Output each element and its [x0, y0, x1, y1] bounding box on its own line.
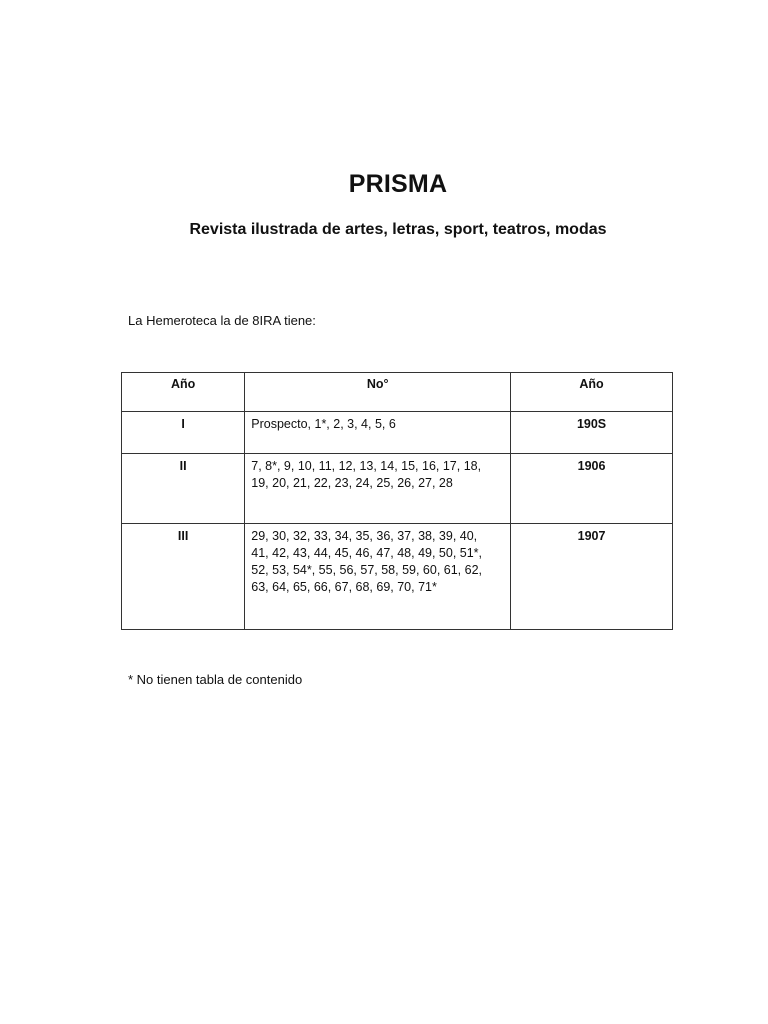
header-volume: Año [122, 373, 245, 412]
header-year: Año [511, 373, 673, 412]
page-title: PRISMA [348, 170, 448, 198]
table-row [122, 524, 673, 630]
volume-cell: I [122, 412, 245, 454]
year-cell: 1907 [511, 524, 673, 630]
numbers-cell: Prospecto, 1*, 2, 3, 4, 5, 6 [245, 412, 511, 454]
table-row [122, 412, 673, 454]
holdings-table [121, 372, 673, 630]
table-row [122, 454, 673, 524]
volume-cell: III [122, 524, 245, 630]
header-numbers: No° [245, 373, 511, 412]
intro-text: La Hemeroteca la de 8IRA tiene: [128, 313, 316, 328]
footnote: * No tienen tabla de contenido [128, 672, 303, 687]
page-subtitle: Revista ilustrada de artes, letras, sport, teatros, modas [189, 221, 607, 238]
year-cell: 1906 [511, 454, 673, 524]
volume-cell: II [122, 454, 245, 524]
numbers-cell: 7, 8*, 9, 10, 11, 12, 13, 14, 15, 16, 17, 18, 19, 20, 21, 22, 23, 24, 25, 26, 27, 28 [245, 454, 511, 524]
table-header-row [122, 373, 673, 412]
numbers-cell: 29, 30, 32, 33, 34, 35, 36, 37, 38, 39, 40, 41, 42, 43, 44, 45, 46, 47, 48, 49, 50, 51*, 52, 53, 54*, 55, 56, 57, 58, 59, 60, 61, 62, 63, 64, 65, 66, 67, 68, 69, 70, 71* [245, 524, 511, 630]
year-cell: 190S [511, 412, 673, 454]
